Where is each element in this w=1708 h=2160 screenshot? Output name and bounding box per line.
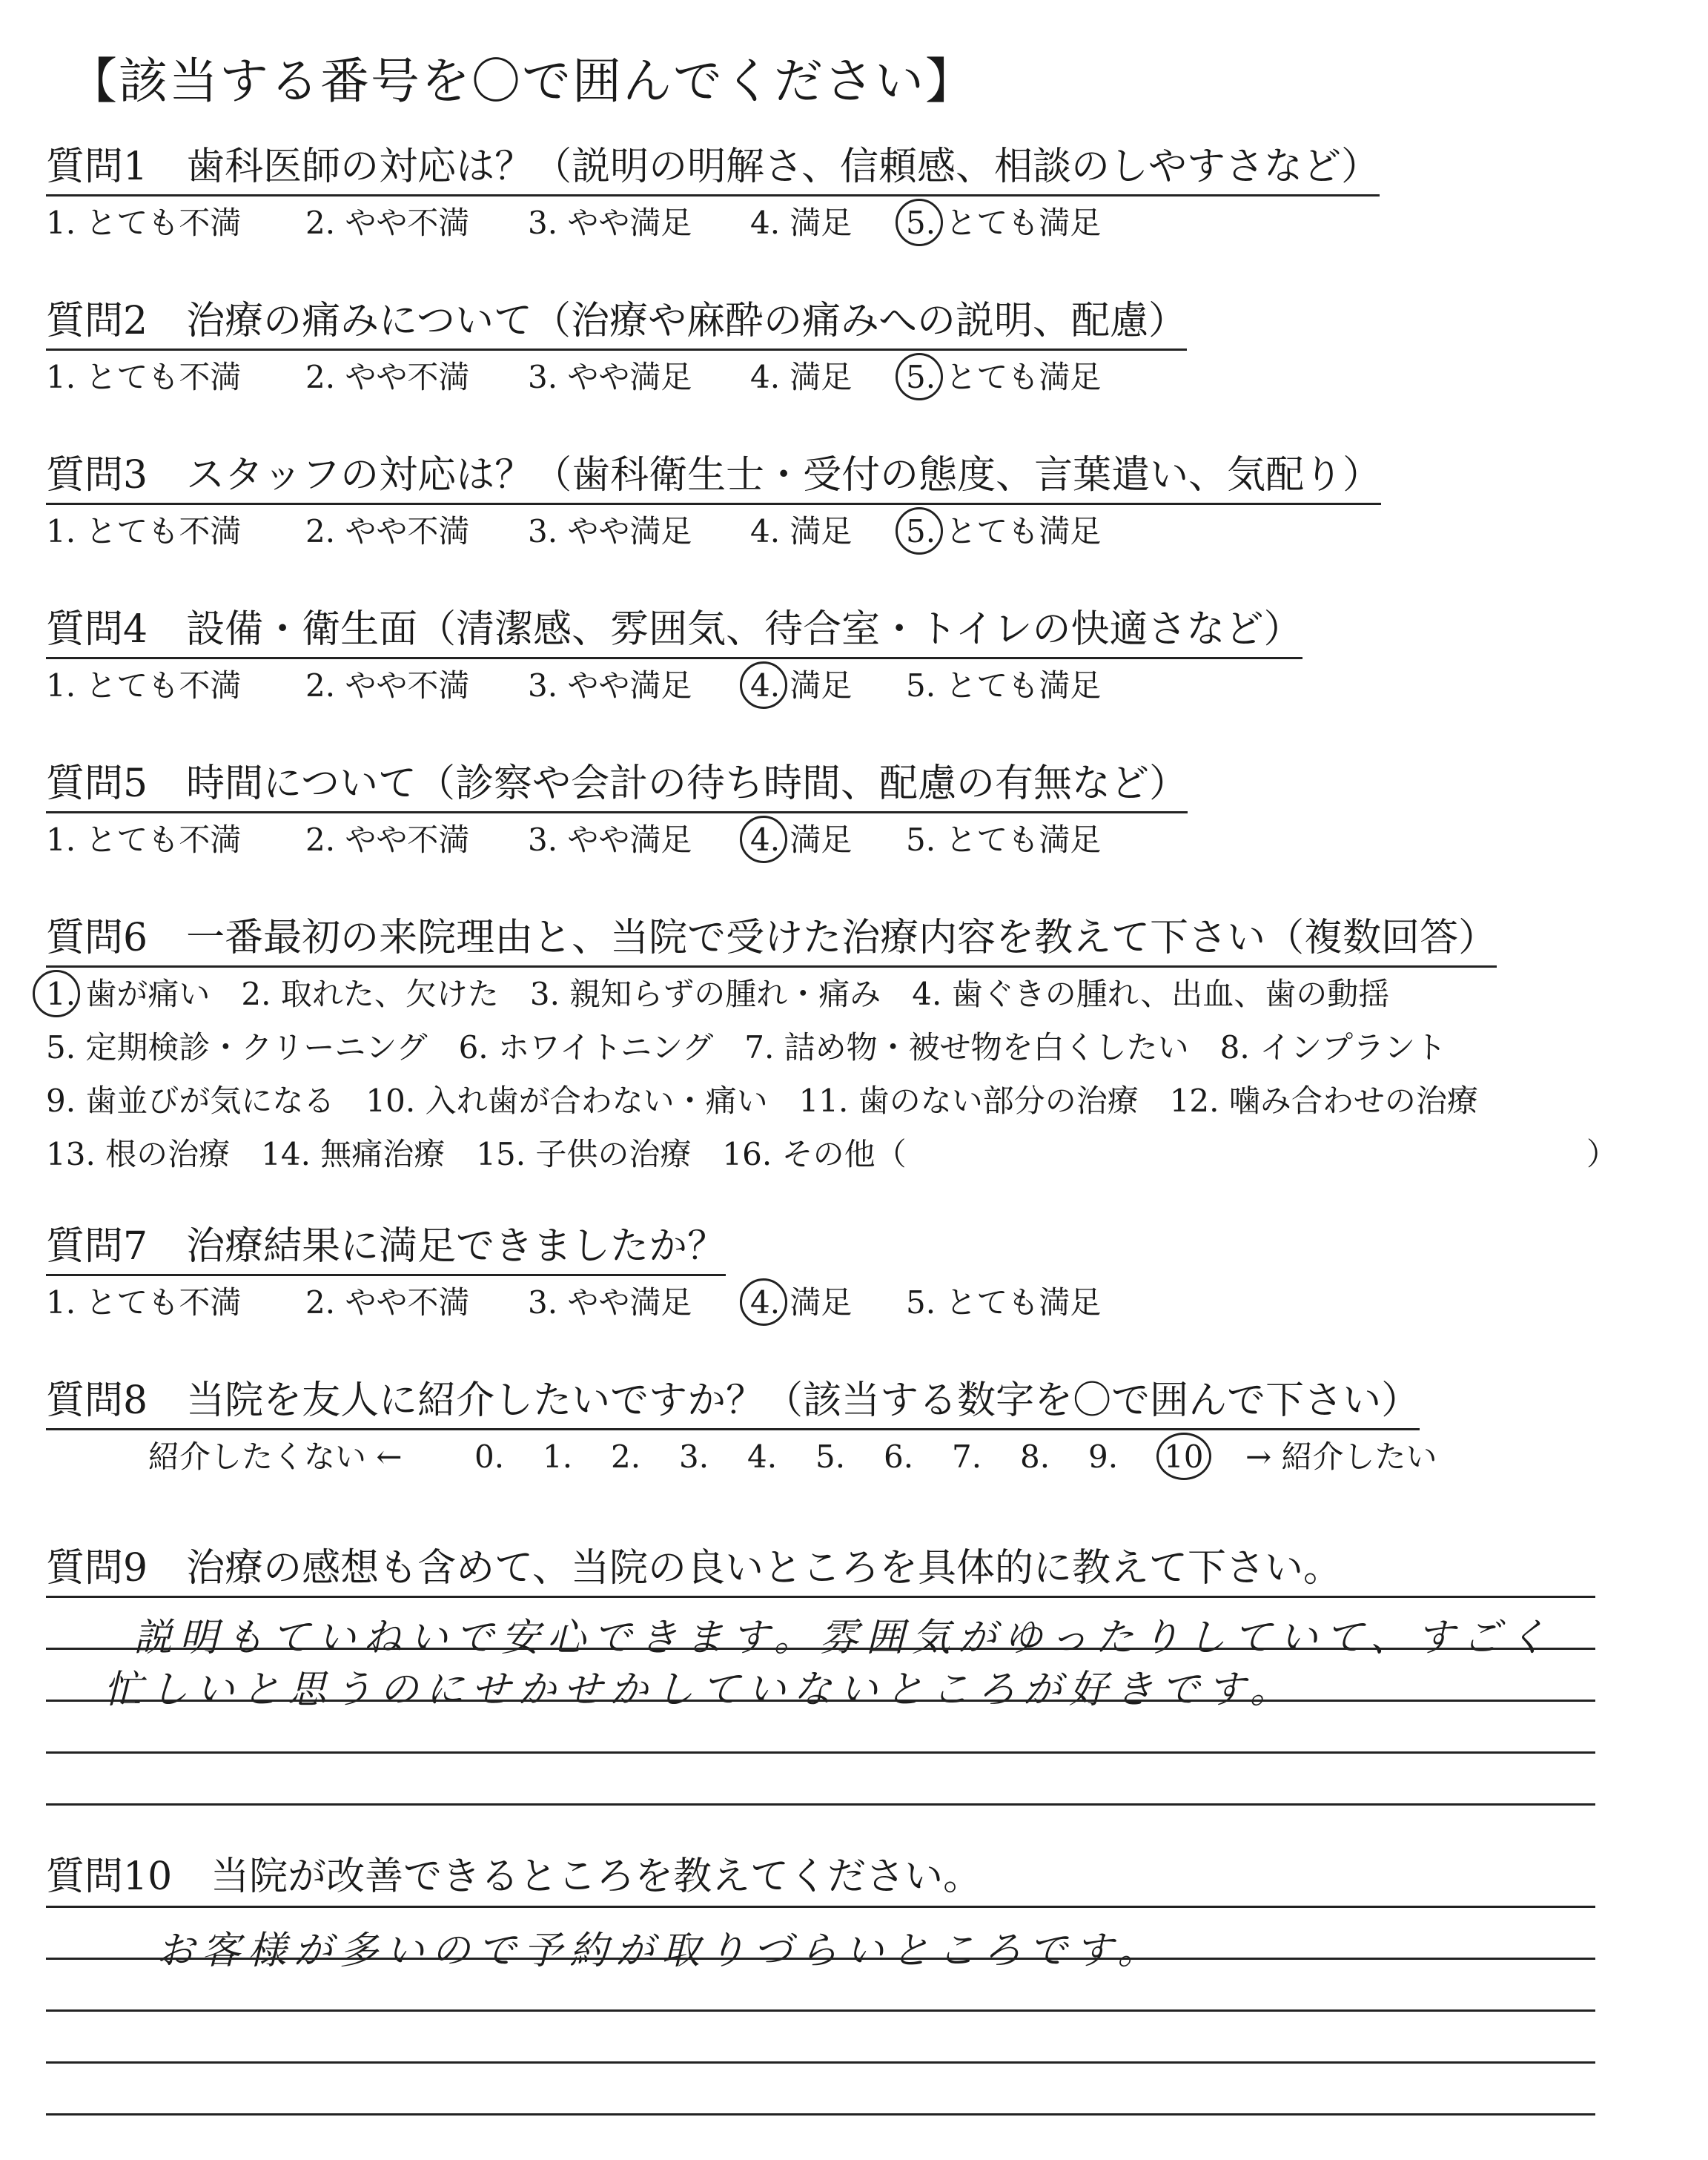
option-1[interactable]: 1. とても不満 [46, 359, 242, 395]
scale-number-4[interactable]: 4. [747, 1439, 778, 1475]
option-1[interactable]: 1. とても不満 [46, 1284, 242, 1321]
selection-circle-q2 [896, 353, 943, 400]
answer-line [46, 1803, 1595, 1806]
scale-number-5[interactable]: 5. [815, 1439, 846, 1475]
option-1[interactable]: 1. とても不満 [46, 205, 242, 241]
question-2-options [46, 359, 1232, 399]
scale-number-3[interactable]: 3. [679, 1439, 709, 1475]
option-1[interactable]: 1. とても不満 [46, 667, 242, 704]
option-3[interactable]: 3. やや満足 [528, 359, 692, 395]
scale-number-6[interactable]: 6. [884, 1439, 914, 1475]
option-2[interactable]: 2. やや不満 [305, 1284, 470, 1321]
question-9-answer-line-2[interactable]: 忙しいと思うのにせかせかしていないところが好きです。 [104, 1668, 1296, 1712]
option-3[interactable]: 3. やや満足 [528, 205, 692, 241]
answer-line [46, 1751, 1595, 1754]
scale-number-8[interactable]: 8. [1020, 1439, 1050, 1475]
question-6-row-3[interactable]: 9. 歯並びが気になる 10. 入れ歯が合わない・痛い 11. 歯のない部分の治療 12. 噛み合わせの治療 [46, 1083, 1478, 1119]
option-2[interactable]: 2. やや不満 [305, 205, 470, 241]
selection-circle-q1 [896, 199, 943, 246]
option-4[interactable]: 4. 満足 [750, 205, 853, 241]
question-6-row-2[interactable]: 5. 定期検診・クリーニング 6. ホワイトニング 7. 詰め物・被せ物を白くしたい 8. インプラント [46, 1029, 1447, 1066]
question-8-title: 質問8 当院を友人に紹介したいですか？（該当する数字を〇で囲んで下さい） [46, 1379, 1420, 1430]
question-10-title: 質問10 当院が改善できるところを教えてください。 [46, 1855, 982, 1899]
selection-circle-q7 [740, 1278, 787, 1326]
question-1-options [46, 205, 1232, 245]
answer-line [46, 1596, 1595, 1598]
option-4[interactable]: 4. 満足 [750, 1284, 853, 1321]
question-6-row-4[interactable]: 13. 根の治療 14. 無痛治療 15. 子供の治療 16. その他（ [46, 1136, 907, 1172]
option-1[interactable]: 1. とても不満 [46, 513, 242, 549]
selection-circle-q6 [33, 970, 80, 1017]
option-5[interactable]: 5. とても満足 [906, 205, 1102, 241]
selection-circle-q5 [740, 816, 787, 863]
question-4-title: 質問4 設備・衛生面（清潔感、雰囲気、待合室・トイレの快適さなど） [46, 608, 1302, 659]
option-5[interactable]: 5. とても満足 [906, 513, 1102, 549]
question-8-scale [148, 1441, 1483, 1479]
option-4[interactable]: 4. 満足 [750, 359, 853, 395]
question-3-options [46, 513, 1232, 553]
question-3-title: 質問3 スタッフの対応は？（歯科衛生士・受付の態度、言葉遣い、気配り） [46, 454, 1381, 505]
question-9-title: 質問9 治療の感想も含めて、当院の良いところを具体的に教えて下さい。 [46, 1546, 1343, 1591]
option-3[interactable]: 3. やや満足 [528, 513, 692, 549]
question-10-answer-line-1[interactable]: お客様が多いので予約が取りづらいところです。 [156, 1929, 1164, 1973]
option-2[interactable]: 2. やや不満 [305, 513, 470, 549]
option-4[interactable]: 4. 満足 [750, 667, 853, 704]
selection-circle-q8 [1156, 1433, 1211, 1480]
option-2[interactable]: 2. やや不満 [305, 822, 470, 858]
option-4[interactable]: 4. 満足 [750, 513, 853, 549]
question-1-title: 質問1 歯科医師の対応は？（説明の明解さ、信頼感、相談のしやすさなど） [46, 145, 1380, 196]
question-7-title: 質問7 治療結果に満足できましたか？ [46, 1225, 726, 1276]
selection-circle-q3 [896, 507, 943, 555]
question-5-options [46, 822, 1232, 862]
option-3[interactable]: 3. やや満足 [528, 667, 692, 704]
scale-right-label: → 紹介したい [1245, 1439, 1437, 1475]
scale-number-1[interactable]: 1. [543, 1439, 573, 1475]
question-6-other-close: ） [1586, 1136, 1618, 1172]
option-2[interactable]: 2. やや不満 [305, 359, 470, 395]
scale-number-10[interactable]: 10 [1164, 1439, 1204, 1475]
selection-circle-q4 [740, 661, 787, 709]
option-4[interactable]: 4. 満足 [750, 822, 853, 858]
question-7-options [46, 1284, 1232, 1324]
scale-number-0[interactable]: 0. [474, 1439, 505, 1475]
answer-line [46, 1648, 1595, 1650]
scale-number-9[interactable]: 9. [1088, 1439, 1119, 1475]
question-4-options [46, 667, 1232, 707]
scale-number-2[interactable]: 2. [611, 1439, 641, 1475]
scale-left-label: 紹介したくない ← [148, 1439, 403, 1475]
answer-line [46, 1700, 1595, 1702]
question-2-title: 質問2 治療の痛みについて（治療や麻酔の痛みへの説明、配慮） [46, 300, 1187, 351]
option-3[interactable]: 3. やや満足 [528, 822, 692, 858]
option-5[interactable]: 5. とても満足 [906, 359, 1102, 395]
answer-line [46, 2009, 1595, 2012]
answer-line [46, 2061, 1595, 2064]
answer-line [46, 1906, 1595, 1908]
question-6-title: 質問6 一番最初の来院理由と、当院で受けた治療内容を教えて下さい（複数回答） [46, 916, 1497, 968]
scale-number-7[interactable]: 7. [952, 1439, 982, 1475]
option-5[interactable]: 5. とても満足 [906, 1284, 1102, 1321]
answer-line [46, 2113, 1595, 2116]
page-title: 【該当する番号を〇で囲んでください】 [68, 53, 976, 110]
question-6-row-1[interactable]: 1. 歯が痛い 2. 取れた、欠けた 3. 親知らずの腫れ・痛み 4. 歯ぐきの腫れ、出血、歯の動揺 [46, 976, 1390, 1012]
question-5-title: 質問5 時間について（診察や会計の待ち時間、配慮の有無など） [46, 762, 1188, 813]
option-1[interactable]: 1. とても不満 [46, 822, 242, 858]
option-5[interactable]: 5. とても満足 [906, 667, 1102, 704]
answer-line [46, 1958, 1595, 1960]
option-3[interactable]: 3. やや満足 [528, 1284, 692, 1321]
question-9-answer-line-1[interactable]: 説明もていねいで安心できます。雰囲気がゆったりしていて、すごく [133, 1616, 1555, 1660]
option-5[interactable]: 5. とても満足 [906, 822, 1102, 858]
option-2[interactable]: 2. やや不満 [305, 667, 470, 704]
